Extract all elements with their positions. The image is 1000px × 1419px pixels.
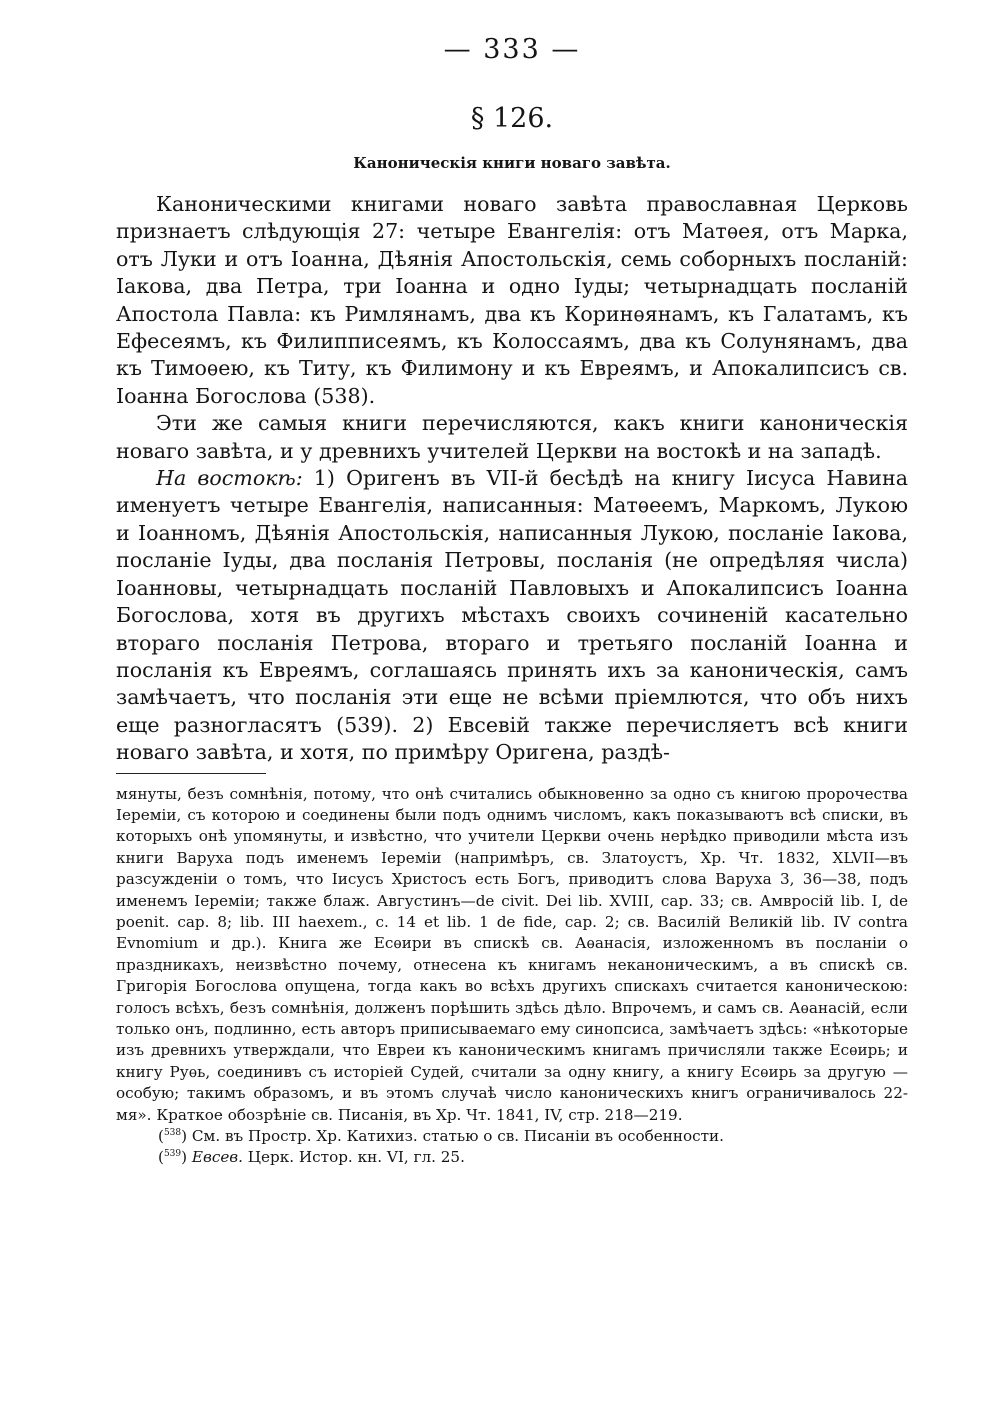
footnote-divider: [116, 773, 266, 774]
footnote-539-number: ($^{539}$): [158, 1148, 188, 1167]
paragraph-3-text-2: 2) Евсевій также перечисляетъ всѣ книги новаго завѣта, и хотя, по примѣру Оригена, раздѣ-: [116, 712, 908, 765]
footnote-538: [116, 1126, 908, 1147]
section-title: Каноническія книги новаго завѣта.: [353, 154, 671, 172]
footnote-539: [116, 1147, 908, 1168]
footnote-ref-539: (539).: [336, 712, 398, 737]
footnote-539-author: Евсев.: [191, 1148, 243, 1167]
section-number: § 126.: [470, 103, 554, 134]
paragraph-1-text: Каноническими книгами новаго завѣта православная Церковь признаетъ слѣдующія 27: четыре Евангелія: отъ Матѳея, отъ Марка, отъ Луки и отъ Іоанна, Дѣянія Апостольскія, семь соборныхъ посланій: Іакова, два Петра, три Іоанна и одно Іуды; четырнадцать посланій Апостола Павла: къ Римлянамъ, два къ Коринѳянамъ, къ Галатамъ, къ Ефесеямъ, къ Филипписеямъ, къ Колоссаямъ, два къ Солунянамъ, два къ Тимоѳею, къ Титу, къ Филимону и къ Евреямъ, и Апокалипсисъ св. Іоанна Богослова: [116, 192, 908, 408]
footnote-539-text: Церк. Истор. кн. VI, гл. 25.: [242, 1148, 465, 1167]
footnotes: [116, 784, 908, 1169]
main-text: [116, 191, 908, 767]
paragraph-2: Эти же самыя книги перечисляются, какъ книги каноническія новаго завѣта, и у древнихъ учителей Церкви на востокѣ и на западѣ.: [116, 411, 908, 463]
page-number: — 333 —: [443, 34, 581, 65]
footnote-538-text: См. въ Простр. Хр. Катихиз. статью о св. Писаніи въ особенности.: [187, 1127, 725, 1146]
paragraph-1: [116, 191, 908, 410]
footnote-ref-538: (538).: [313, 383, 376, 408]
footnote-538-number: ($^{538}$): [158, 1127, 188, 1146]
paragraph-3-lead: На востокѣ:: [156, 466, 303, 491]
paragraph-3-text-1: 1) Оригенъ въ VII-й бесѣдѣ на книгу Іисуса Навина именуетъ четыре Евангелія, написанныя: Матѳеемъ, Маркомъ, Лукою и Іоанномъ, Дѣянія Апостольскія, написанныя Лукою, посланіе Іакова, посланіе Іуды, два посланія Петровы, посланія (не опредѣляя числа) Іоанновы, четырнадцать посланій Павловыхъ и Апокалипсисъ Іоанна Богослова, хотя въ другихъ мѣстахъ своихъ сочиненій касательно втораго посланія Петрова, втораго и третьяго посланій Іоанна и посланія къ Евреямъ, соглашаясь принять ихъ за каноническія, самъ замѣчаетъ, что посланія эти еще не всѣми пріемлются, что объ нихъ еще разногласятъ: [116, 466, 908, 737]
paragraph-3: [116, 465, 908, 766]
footnote-continuation: мянуты, безъ сомнѣнія, потому, что онѣ считались обыкновенно за одно съ книгою пророчества Іереміи, съ которою и соединены были подъ однимъ числомъ, какъ показываютъ всѣ списки, въ которыхъ онѣ упомянуты, и извѣстно, что учители Церкви очень нерѣдко приводили мѣста изъ книги Варуха подъ именемъ Іереміи (напримѣръ, св. Златоустъ, Хр. Чт. 1832, XLVII—въ разсужденіи о томъ, что Іисусъ Христосъ есть Богъ, приводитъ слова Варуха 3, 36—38, подъ именемъ Іереміи; также блаж. Августинъ—de civit. Dei lib. XVIII, cap. 33; св. Амвросій lib. I, de poenit. cap. 8; lib. III haexem., c. 14 et lib. 1 de fide, cap. 2; св. Василій Великій lib. IV contra Evnomium и др.). Книга же Есѳири въ спискѣ св. Аѳанасія, изложенномъ въ посланіи о праздникахъ, неизвѣстно почему, отнесена къ книгамъ неканоническимъ, а въ спискѣ св. Григорія Богослова опущена, тогда какъ во всѣхъ другихъ спискахъ считается каноническою: голосъ всѣхъ, безъ сомнѣнія, долженъ порѣшить здѣсь дѣло. Впрочемъ, и самъ св. Аѳанасій, если только онъ, подлинно, есть авторъ приписываемаго ему синопсиса, замѣчаетъ здѣсь: «нѣкоторые изъ древнихъ утверждали, что Евреи къ каноническимъ книгамъ причисляли также Есѳирь; и книгу Руѳь, соединивъ съ исторіей Судей, считали за одну книгу, а книгу Есѳирь за другую — особую; такимъ образомъ, и въ этомъ случаѣ число каноническихъ книгъ ограничивалось 22-мя». Краткое обозрѣніе св. Писанія, въ Хр. Чт. 1841, IV, стр. 218—219.: [116, 784, 908, 1124]
